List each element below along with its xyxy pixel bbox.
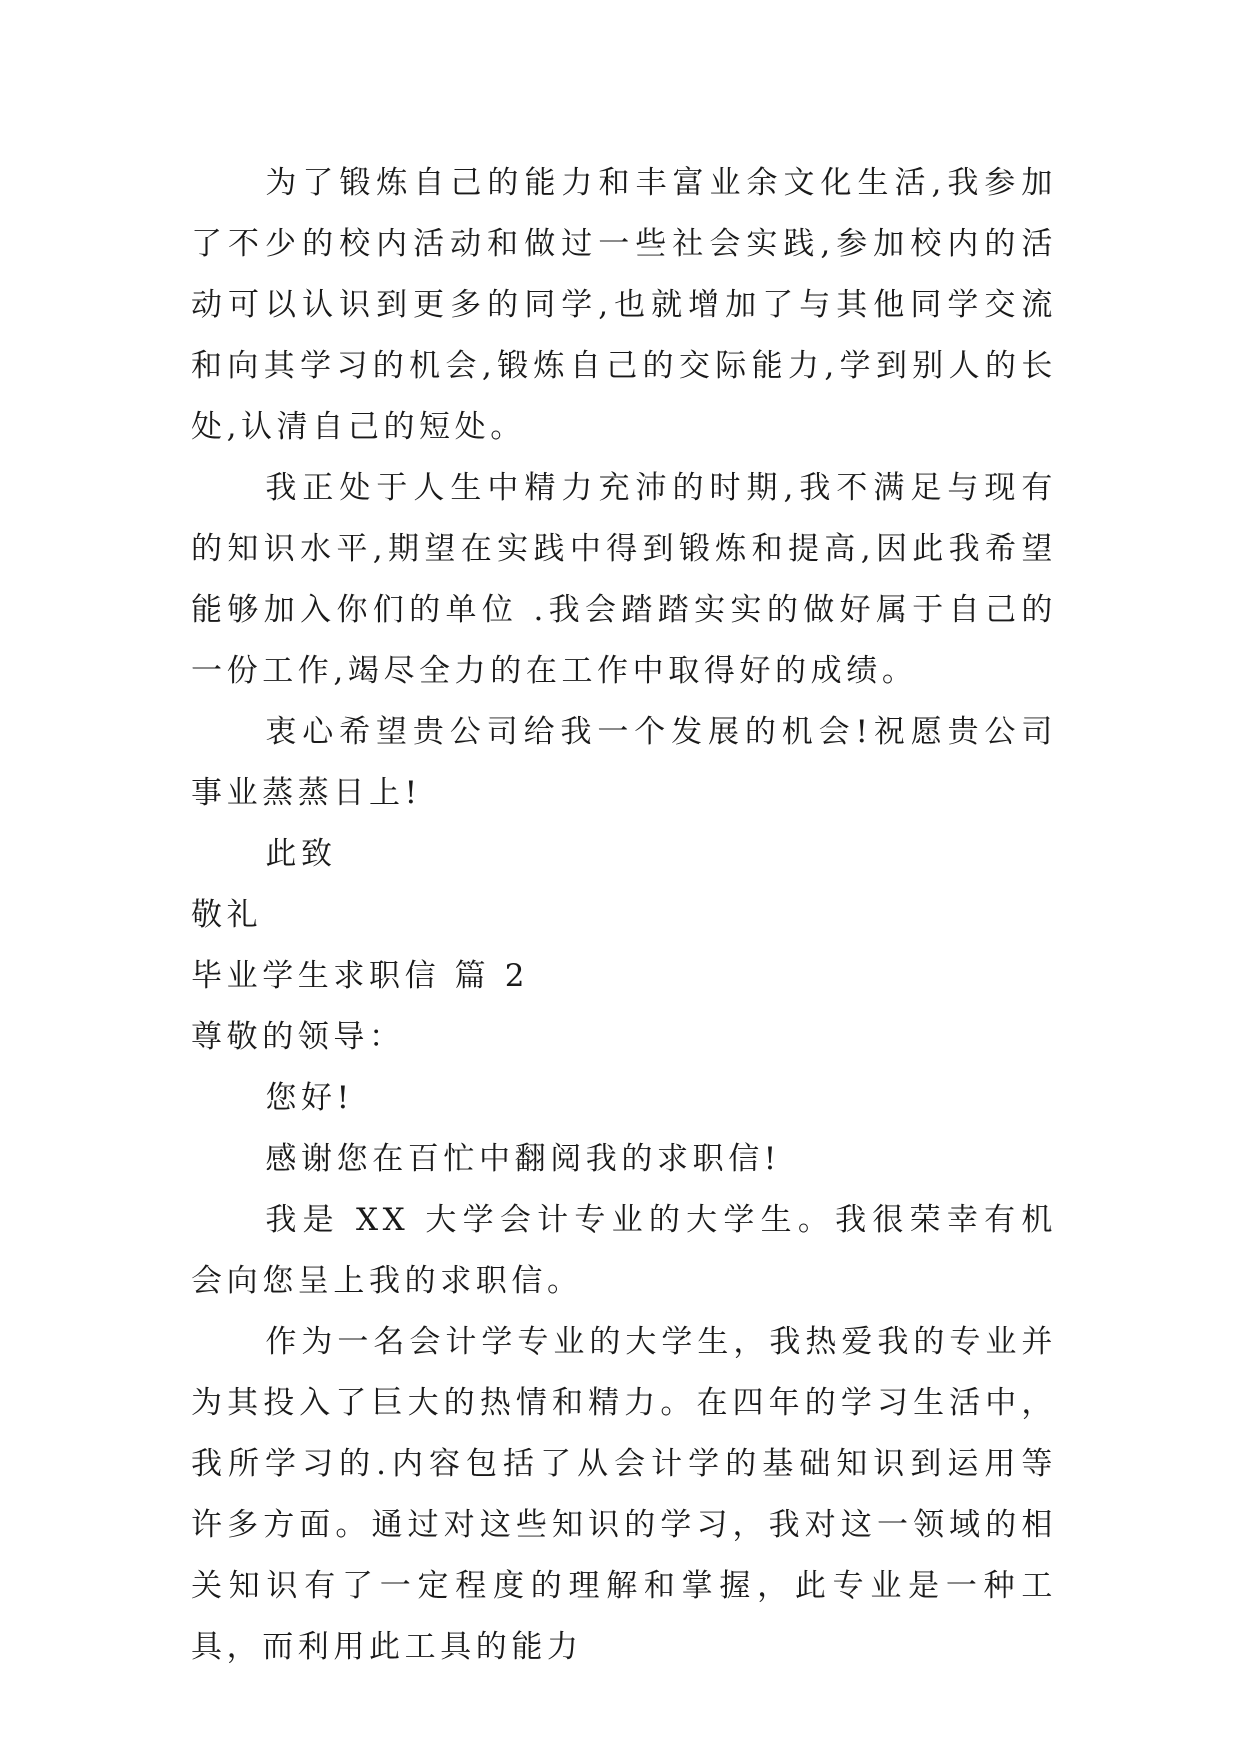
paragraph-major: 作为一名会计学专业的大学生，我热爱我的专业并为其投入了巨大的热情和精力。在四年的学习生活中，我所学习的.内容包括了从会计学的基础知识到运用等许多方面。通过对这些知识的学习，我对这一领域的相关知识有了一定程度的理解和掌握，此专业是一种工具，而利用此工具的能力 (191, 1324, 1057, 1665)
greeting-hello: 您好! (265, 1080, 354, 1116)
paragraph-activities: 为了锻炼自己的能力和丰富业余文化生活,我参加了不少的校内活动和做过一些社会实践,参加校内的活动可以认识到更多的同学,也就增加了与其他同学交流和向其学习的机会,锻炼自己的交际能力,学到别人的长处,认清自己的短处。 (191, 165, 1057, 445)
closing-regards: 敬礼 (191, 897, 263, 933)
letter-greeting: 尊敬的领导： (191, 1019, 405, 1055)
document-body (191, 153, 1057, 1678)
paragraph-motivation: 我正处于人生中精力充沛的时期,我不满足与现有的知识水平,期望在实践中得到锻炼和提高,因此我希望能够加入你们的单位 .我会踏踏实实的做好属于自己的一份工作,竭尽全力的在工作中取得好的成绩。 (191, 470, 1057, 689)
paragraph-thanks: 感谢您在百忙中翻阅我的求职信! (265, 1141, 781, 1177)
section-title: 毕业学生求职信 篇 2 (191, 958, 530, 994)
paragraph-wishes: 衷心希望贵公司给我一个发展的机会!祝愿贵公司事业蒸蒸日上! (191, 714, 1057, 811)
closing-salutation: 此致 (265, 836, 337, 872)
paragraph-introduction: 我是 XX 大学会计专业的大学生。我很荣幸有机会向您呈上我的求职信。 (191, 1202, 1057, 1299)
